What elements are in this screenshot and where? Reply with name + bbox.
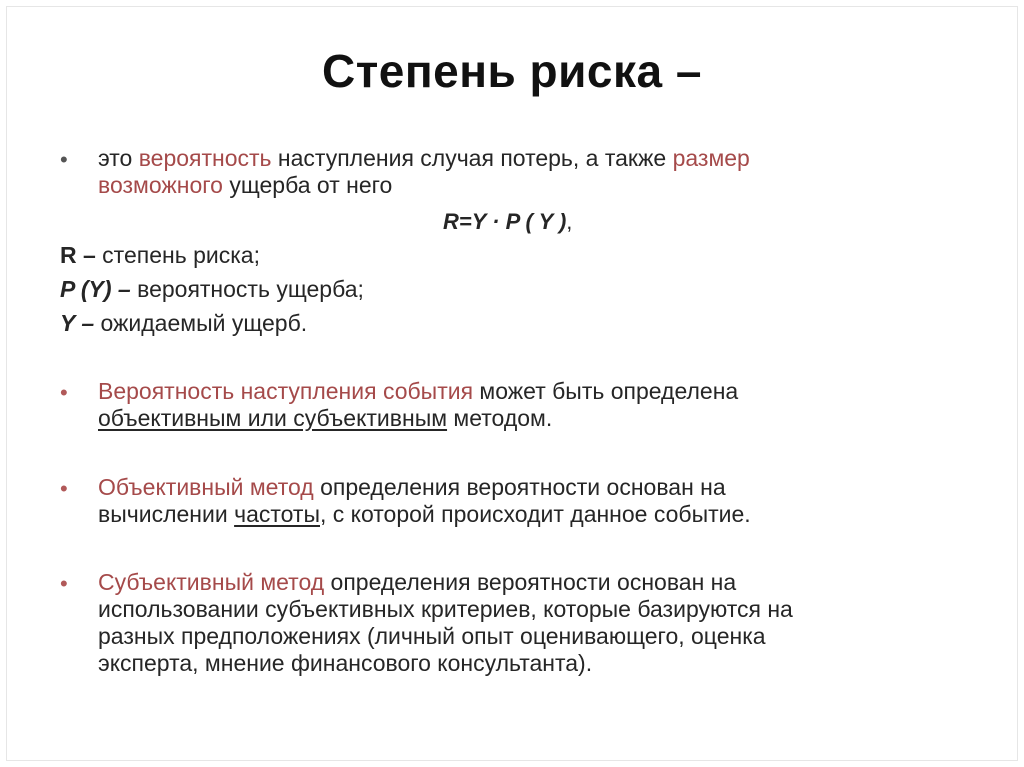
definition-symbol: P (Y) –	[60, 276, 131, 302]
subjective-text: определения вероятности основан на	[324, 569, 737, 595]
formula-comma: ,	[566, 209, 573, 234]
subjective-line-3: разных предположениях (личный опыт оценивающего, оценка	[98, 623, 766, 649]
definition-text: вероятность ущерба;	[130, 276, 364, 302]
definition-symbol: R –	[60, 242, 96, 268]
objective-frequency-underlined: частоты	[234, 501, 320, 527]
objective-text: , с которой происходит данное событие.	[320, 501, 751, 527]
objective-line-2	[98, 501, 751, 528]
objective-accent: Объективный метод	[98, 474, 314, 500]
probability-text: методом.	[447, 405, 553, 431]
intro-text: наступления случая потерь, а также	[271, 145, 673, 171]
probability-accent: Вероятность наступления события	[98, 378, 474, 404]
bullet-icon: •	[60, 147, 68, 172]
risk-formula	[443, 208, 572, 235]
intro-line-1	[98, 145, 750, 172]
probability-methods-underlined: объективным или субъективным	[98, 405, 448, 431]
bullet-icon: •	[60, 571, 68, 596]
definition-symbol: Y –	[60, 310, 95, 336]
definition-r	[60, 242, 260, 269]
objective-text: вычислении	[98, 501, 235, 527]
slide-title: Степень риска –	[322, 45, 702, 97]
intro-accent-probability: вероятность	[138, 145, 272, 171]
intro-text: это	[98, 145, 139, 171]
definition-py	[60, 276, 364, 303]
subjective-line-2: использовании субъективных критериев, которые базируются на	[98, 596, 793, 622]
bullet-icon: •	[60, 380, 68, 405]
intro-accent-possible: возможного	[98, 172, 223, 198]
subjective-accent: Субъективный метод	[98, 569, 325, 595]
formula-expression: R=Y · P ( Y )	[443, 209, 567, 234]
definition-y	[60, 310, 307, 337]
intro-line-2	[98, 172, 392, 199]
probability-line-2	[98, 405, 552, 432]
definition-text: степень риска;	[95, 242, 260, 268]
subjective-line-1	[98, 569, 736, 596]
intro-text: ущерба от него	[222, 172, 393, 198]
objective-text: определения вероятности основан на	[313, 474, 726, 500]
definition-text: ожидаемый ущерб.	[94, 310, 308, 336]
probability-line-1	[98, 378, 738, 405]
intro-accent-size: размер	[672, 145, 750, 171]
objective-line-1	[98, 474, 726, 501]
bullet-icon: •	[60, 476, 68, 501]
subjective-line-4: эксперта, мнение финансового консультанта).	[98, 650, 593, 676]
probability-text: может быть определена	[473, 378, 739, 404]
